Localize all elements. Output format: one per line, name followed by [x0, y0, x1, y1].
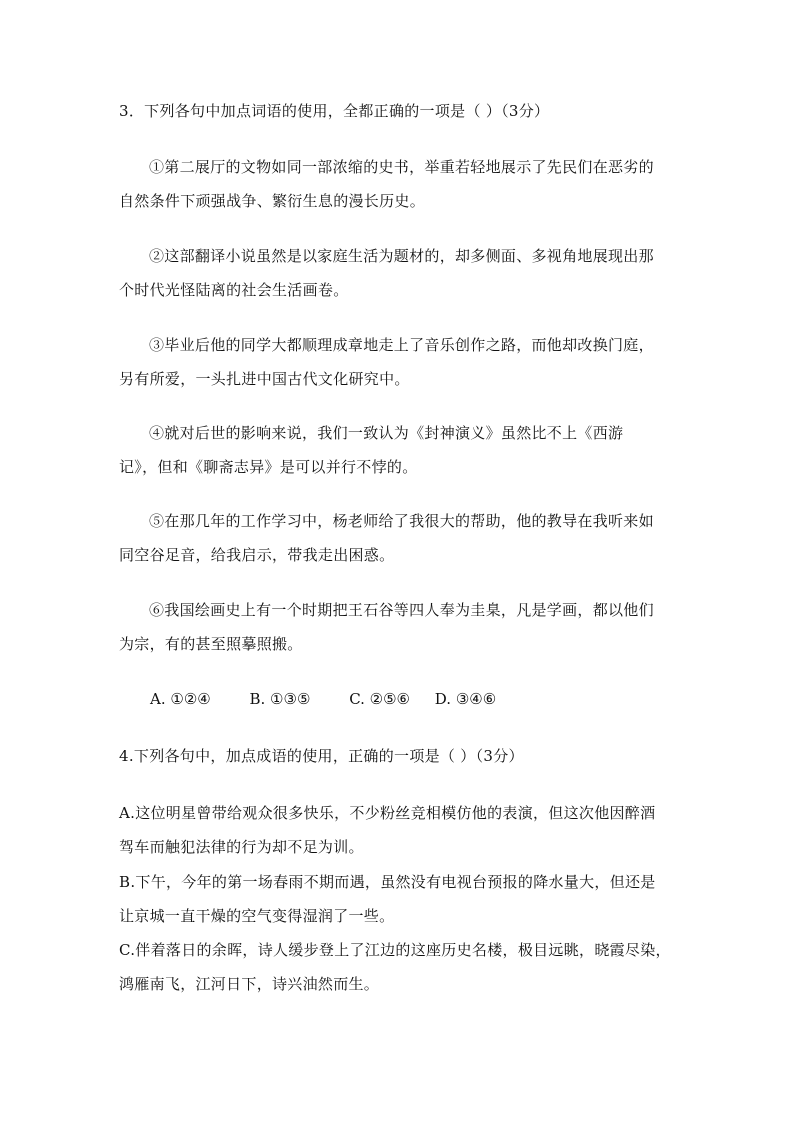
question-3-title: 3．下列各句中加点词语的使用，全都正确的一项是（ ）（3分）: [119, 102, 550, 120]
q4-option-a-line-2: 驾车而触犯法律的行为却不足为训。: [119, 838, 364, 856]
q3-sentence-1-line-1: ①第二展厅的文物如同一部浓缩的史书，举重若轻地展示了先民们在恶劣的: [149, 158, 654, 176]
q3-sentence-4-line-2: 记》，但和《聊斋志异》是可以并行不悖的。: [119, 458, 418, 476]
q3-option-c: C. ②⑤⑥: [349, 690, 411, 708]
q4-option-b-line-1: B.下午，今年的第一场春雨不期而遇，虽然没有电视台预报的降水量大，但还是: [119, 873, 656, 891]
q3-sentence-5-line-1: ⑤在那几年的工作学习中，杨老师给了我很大的帮助，他的教导在我听来如: [149, 512, 654, 530]
q3-sentence-2-line-2: 个时代光怪陆离的社会生活画卷。: [119, 281, 349, 299]
q3-sentence-6-line-1: ⑥我国绘画史上有一个时期把王石谷等四人奉为圭臬，凡是学画，都以他们: [149, 601, 654, 619]
q3-option-a: A. ①②④: [150, 690, 211, 708]
q3-sentence-2-line-1: ②这部翻译小说虽然是以家庭生活为题材的，却多侧面、多视角地展现出那: [149, 247, 654, 265]
q3-option-d: D. ③④⑥: [434, 690, 497, 708]
q4-option-c-line-2: 鸿雁南飞，江河日下，诗兴油然而生。: [119, 975, 380, 993]
q3-option-b: B. ①③⑤: [249, 690, 311, 708]
q4-option-c-line-1: C.伴着落日的余晖，诗人缓步登上了江边的这座历史名楼，极目远眺，晓霞尽染，: [119, 941, 671, 959]
question-4-title: 4.下列各句中，加点成语的使用，正确的一项是（ ）（3分）: [119, 747, 524, 765]
q3-sentence-1-line-2: 自然条件下顽强战争、繁衍生息的漫长历史。: [119, 192, 426, 210]
q3-sentence-6-line-2: 为宗，有的甚至照摹照搬。: [119, 635, 303, 653]
q3-sentence-3-line-1: ③毕业后他的同学大都顺理成章地走上了音乐创作之路，而他却改换门庭，: [149, 336, 654, 354]
q3-sentence-5-line-2: 同空谷足音，给我启示，带我走出困惑。: [119, 546, 395, 564]
q3-sentence-4-line-1: ④就对后世的影响来说，我们一致认为《封神演义》虽然比不上《西游: [149, 424, 624, 442]
q3-answer-options: [150, 689, 496, 709]
q4-option-b-line-2: 让京城一直干燥的空气变得湿润了一些。: [119, 907, 395, 925]
q4-option-a-line-1: A.这位明星曾带给观众很多快乐，不少粉丝竞相模仿他的表演，但这次他因醉酒: [119, 804, 656, 822]
q3-sentence-3-line-2: 另有所爱，一头扎进中国古代文化研究中。: [119, 370, 410, 388]
